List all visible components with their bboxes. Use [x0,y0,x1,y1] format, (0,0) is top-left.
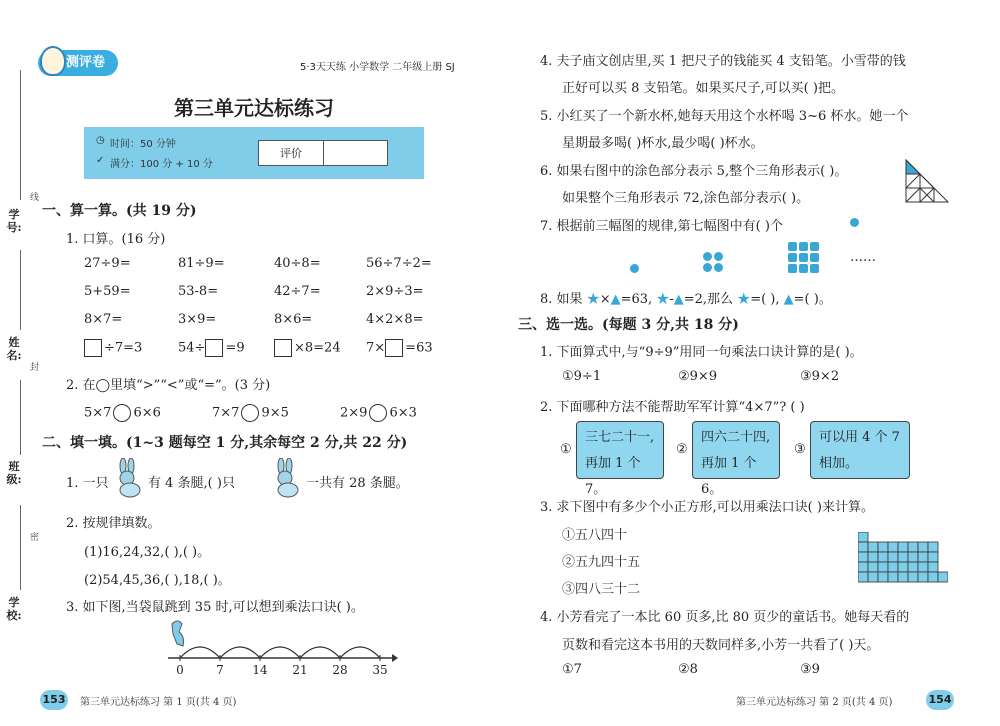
question-text: 7. 根据前三幅图的规律,第七幅图中有( )个 [540,219,783,234]
question-label: 2. 按规律填数。 [66,516,161,531]
blank-equation: 7× =63 [366,340,433,356]
triangle-icon: ▲ [610,292,621,307]
question-text: 一共有 28 条腿。 [306,476,409,491]
choice-option[interactable]: ①7 [562,662,582,677]
choice-option[interactable]: ②8 [678,662,698,677]
triangle-figure [904,158,950,204]
evaluation-label: 评价 [259,141,324,165]
calc-item: 53-8= [178,284,219,299]
question-label: 2. 在◯里填“>”“<”或“=”。(3 分) [66,378,271,393]
compare-circle[interactable] [369,404,387,422]
clock-icon: ◷ [96,135,105,146]
calc-item: 40÷8= [274,256,321,271]
compare-circle[interactable] [241,404,259,422]
tick-label: 0 [176,663,184,677]
question-label: 3. 求下图中有多少个小正方形,可以用乘法口诀( )来计算。 [540,500,874,515]
choice-marker[interactable]: ① [560,442,572,457]
question-text: 6. 如果右图中的涂色部分表示 5,整个三角形表示( )。 [540,164,848,179]
calc-item: 56÷7÷2= [366,256,432,271]
choice-marker[interactable]: ③ [794,442,806,457]
triangle-icon: ▲ [673,292,684,307]
compare-circle[interactable] [113,404,131,422]
page-number: 153 [40,690,68,710]
answer-box[interactable] [205,339,223,357]
star-icon: ★ [656,292,670,307]
calc-item: 8×7= [84,312,123,327]
sidebar-line [20,250,21,330]
tick-label: 14 [252,663,268,677]
dot-pattern-1 [630,264,639,273]
exam-badge: 测评卷 [38,50,118,76]
calc-item: 4×2×8= [366,312,424,327]
series-header: 5·3天天练 小学数学 二年级上册 SJ [300,62,455,73]
question-text: 如果整个三角形表示 72,涂色部分表示( )。 [562,191,810,206]
blank-equation: 54÷ =9 [178,340,245,356]
answer-box[interactable] [385,339,403,357]
class-label: 班级: [6,460,22,486]
question-text: 8. 如果 ★×▲=63, ★-▲=2,那么 ★=( ), ▲=( )。 [540,292,832,307]
option-card-1[interactable]: 三七二十一, 再加 1 个 7。 [576,421,664,479]
sequence-line: (1)16,24,32,( ),( )。 [84,545,211,560]
footer-text: 第三单元达标练习 第 1 页(共 4 页) [80,697,237,708]
calc-item: 8×6= [274,312,313,327]
page-number: 154 [926,690,954,710]
rabbit-icon [112,458,146,498]
tick-label: 21 [292,663,308,677]
star-icon: ★ [737,292,751,307]
calc-item: 2×9÷3= [366,284,424,299]
mascot-icon [40,46,66,76]
option-card-3[interactable]: 可以用 4 个 7 相加。 [810,421,910,479]
page-title: 第三单元达标练习 [174,96,334,120]
tick-label: 28 [332,663,348,677]
sidebar-line [20,70,21,200]
option-card-2[interactable]: 四六二十四, 再加 1 个 6。 [692,421,780,479]
bind-mark: 密 [30,533,40,543]
evaluation-box [258,140,388,166]
check-icon: ✓ [96,155,105,166]
choice-option[interactable]: ②9×9 [678,369,718,384]
section-heading: 一、算一算。(共 19 分) [42,203,197,219]
compare-item: 5×7 6×6 [84,405,161,421]
question-label: 1. 口算。(16 分) [66,232,166,247]
ellipsis: …… [850,250,876,265]
question-label: 2. 下面哪种方法不能帮助军军计算“4×7”? ( ) [540,400,805,415]
tick-label: 7 [216,663,224,677]
calc-item: 3×9= [178,312,217,327]
name-label: 姓名: [6,336,22,362]
rabbit-icon [270,458,304,498]
question-text: 页数和看完这本书用的天数同样多,小芳一共看了( )天。 [562,638,880,653]
question-text: 4. 小芳看完了一本比 60 页多,比 80 页少的童话书。她每天看的 [540,610,910,625]
kangaroo-icon [172,621,184,646]
school-label: 学校: [6,596,22,622]
sidebar-line [20,505,21,590]
triangle-icon: ▲ [783,292,794,307]
question-text: 5. 小红买了一个新水杯,她每天用这个水杯喝 3~6 杯水。她一个 [540,109,909,124]
choice-option[interactable]: ③四八三十二 [562,582,641,597]
calc-item: 27÷9= [84,256,131,271]
choice-option[interactable]: ①9÷1 [562,369,602,384]
calc-item: 42÷7= [274,284,321,299]
question-text: 4. 夫子庙文创店里,买 1 把尺子的钱能买 4 支铅笔。小雪带的钱 [540,54,906,69]
sequence-line: (2)54,45,36,( ),18,( )。 [84,573,231,588]
time-limit: 时间：50 分钟 [110,139,176,150]
footer-text: 第三单元达标练习 第 2 页(共 4 页) [736,697,893,708]
calc-item: 81÷9= [178,256,225,271]
answer-box[interactable] [84,339,102,357]
compare-item: 2×9 6×3 [340,405,417,421]
answer-box[interactable] [274,339,292,357]
full-score: 满分：100 分 + 10 分 [110,159,213,170]
calc-item: 5+59= [84,284,131,299]
choice-option[interactable]: ③9×2 [800,369,840,384]
question-text: 1. 一只 [66,476,109,491]
bind-mark: 封 [30,363,40,373]
square-grid-figure [858,532,948,584]
choice-marker[interactable]: ② [676,442,688,457]
section-heading: 三、选一选。(每题 3 分,共 18 分) [518,317,739,333]
tick-label: 35 [372,663,388,677]
question-label: 3. 如下图,当袋鼠跳到 35 时,可以想到乘法口诀( )。 [66,600,364,615]
question-text: 星期最多喝( )杯水,最少喝( )杯水。 [562,136,764,151]
blank-equation: ×8=24 [274,339,341,357]
dot-icon [850,218,859,227]
compare-item: 7×7 9×5 [212,405,289,421]
student-id-label: 学号: [6,208,22,234]
section-heading: 二、填一填。(1~3 题每空 1 分,其余每空 2 分,共 22 分) [42,435,408,451]
choice-option[interactable]: ①五八四十 [562,528,628,543]
number-line-figure [160,614,400,680]
question-text: 有 4 条腿,( )只 [148,476,235,491]
blank-equation: ÷7=3 [84,339,142,357]
choice-option[interactable]: ③9 [800,662,820,677]
sidebar-line [20,380,21,455]
question-label: 1. 下面算式中,与“9÷9”用同一句乘法口诀计算的是( )。 [540,345,863,360]
evaluation-field[interactable] [324,141,387,165]
choice-option[interactable]: ②五九四十五 [562,555,641,570]
bind-mark: 线 [30,193,40,203]
question-text: 正好可以买 8 支铅笔。如果买尺子,可以买( )把。 [562,81,844,96]
star-icon: ★ [586,292,600,307]
